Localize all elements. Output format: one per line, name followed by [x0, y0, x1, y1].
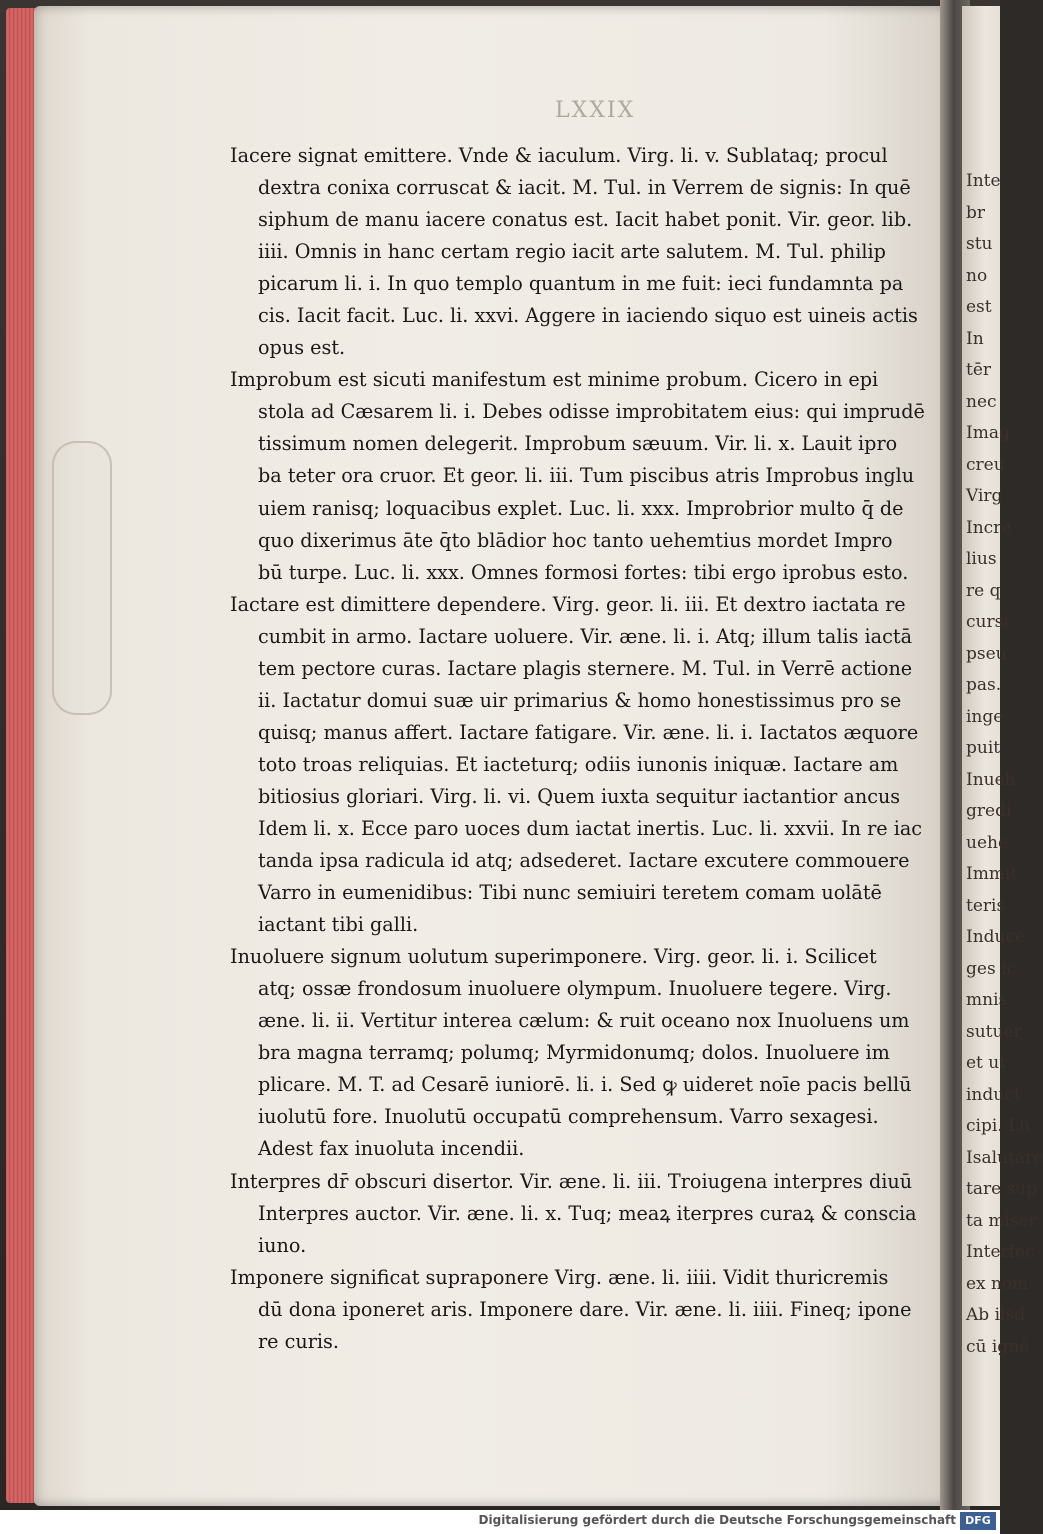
facing-page-fragment: pseu: [966, 643, 1007, 664]
text-line: iuno.: [258, 1233, 307, 1257]
text-line: plicare. M. T. ad Cesarē iuniorē. li. i. Sed ꝙ uideret noīe pacis bellū: [258, 1073, 912, 1097]
facing-page-fragment: induct: [966, 1084, 1021, 1105]
facing-page-fragment: pas.: [966, 675, 1002, 695]
facing-page-strip: [962, 6, 1043, 1506]
facing-page-fragment: est: [966, 297, 992, 317]
text-line: ii. Iactatur domui suæ uir primarius & homo honestissimus pro se: [258, 688, 902, 712]
facing-page-fragment: Ab iisd: [966, 1305, 1026, 1325]
text-line: dextra conixa corruscat & iacit. M. Tul. in Verrem de signis: In quē: [258, 176, 911, 200]
text-line: Interpres auctor. Vir. æne. li. x. Tuq; meaꝝ iterpres curaꝝ & conscia: [258, 1201, 917, 1225]
text-line: tissimum nomen delegerit. Improbum sæuum. Vir. li. x. Lauit ipro: [258, 432, 898, 456]
facing-page-fragment: ta miser: [966, 1210, 1037, 1231]
facing-page-fragment: stu: [966, 234, 993, 254]
text-line: tanda ipsa radicula id atq; adsederet. Iactare excutere commouere: [258, 849, 910, 873]
facing-page-fragment: uehe: [966, 832, 1009, 853]
text-line: quo dixerimus āte q̄to blādior hoc tanto uehemtius mordet Impro: [258, 528, 893, 552]
facing-page-fragment: tēr: [966, 360, 992, 380]
text-line: ba teter ora cruor. Et geor. li. iii. Tum piscibus atris Improbus inglu: [258, 464, 915, 488]
facing-page-fragment: Incre: [966, 517, 1012, 538]
text-line: stola ad Cæsarem li. i. Debes odisse improbitatem eius: qui imprudē: [258, 400, 925, 424]
text-line: picarum li. i. In quo templo quantum in me fuit: ieci fundamnta pa: [258, 272, 904, 296]
facing-page-fragment: cursi: [966, 612, 1009, 632]
facing-page-fragment: mnis: [966, 990, 1008, 1010]
text-line: atq; ossæ frondosum inuoluere olympum. Inuoluere tegere. Virg.: [258, 977, 892, 1001]
text-line: quisq; manus affert. Iactare fatigare. Vir. æne. li. i. Iactatos æquore: [258, 720, 919, 744]
text-line: Iactare est dimittere dependere. Virg. geor. li. iii. Et dextro iactata re: [230, 592, 906, 616]
text-line: iiii. Omnis in hanc certam regio iacit arte salutem. M. Tul. philip: [258, 240, 886, 264]
text-line: Inuoluere signum uolutum superimponere. Virg. geor. li. i. Scilicet: [230, 945, 877, 969]
facing-page-fragment: ges ic: [966, 958, 1017, 979]
text-line: uiem ranisq; loquacibus explet. Luc. li. xxx. Improbrior multo q̄ de: [258, 496, 904, 520]
facing-page-fragment: Isalutare: [966, 1147, 1043, 1168]
text-line: iuolutū fore. Inuolutū occupatū comprehensum. Varro sexagesi.: [258, 1105, 879, 1129]
text-line: iactant tibi galli.: [258, 913, 419, 937]
text-line: toto troas reliquias. Et iacteturq; odiis iunonis iniquæ. Iactare am: [258, 752, 899, 776]
facing-page-fragment: sutuer: [966, 1021, 1022, 1042]
text-line: tem pectore curas. Iactare plagis sternere. M. Tul. in Verrē actione: [258, 656, 913, 680]
facing-page-fragment: Inueh: [966, 769, 1016, 790]
facing-page-fragment: Induce: [966, 927, 1026, 947]
text-line: Varro in eumenidibus: Tibi nunc semiuiri teretem comam uolātē: [258, 881, 882, 905]
facing-page-fragment: nec: [966, 391, 997, 412]
text-line: Adest fax inuoluta incendii.: [258, 1137, 525, 1161]
facing-page-fragment: Immit: [966, 864, 1018, 884]
text-line: æne. li. ii. Vertitur interea cælum: & ruit oceano nox Inuoluens um: [258, 1009, 910, 1033]
text-line: Iacere signat emittere. Vnde & iaculum. Virg. li. v. Sublataq; procul: [230, 144, 888, 167]
digitization-footer: [0, 1510, 1000, 1534]
facing-page-fragment: In: [966, 328, 984, 349]
text-line: Imponere significat supraponere Virg. æne. li. iiii. Vidit thuricremis: [230, 1265, 889, 1289]
text-line: bū turpe. Luc. li. xxx. Omnes formosi fortes: tibi ergo iprobus esto.: [258, 560, 909, 584]
facing-page-fragment: cipi. Lu: [966, 1116, 1031, 1136]
facing-page-fragment: puit: [966, 738, 1001, 758]
bookmark-clip: [52, 441, 112, 715]
text-line: cumbit in armo. Iactare uoluere. Vir. æne. li. i. Atq; illum talis iactā: [258, 624, 913, 648]
text-line: opus est.: [258, 336, 346, 360]
printed-text-block: [230, 140, 925, 1358]
text-line: re curis.: [258, 1329, 339, 1353]
footer-credit: Digitalisierung gefördert durch die Deutsche Forschungsgemeinschaft: [478, 1513, 956, 1527]
facing-page-fragment: re q: [966, 580, 1001, 601]
text-line: cis. Iacit facit. Luc. li. xxvi. Aggere in iaciendo siquo est uineis actis: [258, 304, 918, 328]
facing-page-fragment: lius: [966, 549, 997, 569]
facing-page-fragment: ex nom: [966, 1273, 1029, 1294]
facing-page-fragment: Virg: [966, 486, 1003, 506]
text-line: bra magna terramq; polumq; Myrmidonumq; dolos. Inuoluere im: [258, 1041, 890, 1065]
red-page-edges: [6, 8, 36, 1503]
facing-page-fragment: Imag: [966, 423, 1010, 443]
text-line: Interpres dr̄ obscuri disertor. Vir. æne. li. iii. Troiugena interpres diuū: [230, 1169, 913, 1193]
dfg-logo: DFG: [960, 1512, 996, 1530]
text-line: Idem li. x. Ecce paro uoces dum iactat inertis. Luc. li. xxvii. In re iac: [258, 816, 923, 840]
facing-page-fragment: cū ignē: [966, 1336, 1030, 1357]
facing-page-fragment: creu: [966, 454, 1005, 475]
text-line: Improbum est sicuti manifestum est minime probum. Cicero in epi: [230, 368, 879, 392]
facing-page-fragment: tare sup: [966, 1179, 1038, 1199]
facing-page-fragment: Interfec: [966, 1242, 1035, 1262]
facing-page-fragment: Inte: [966, 171, 1001, 191]
facing-page-fragment: teris: [966, 895, 1006, 916]
facing-page-fragment: br: [966, 202, 986, 223]
text-line: bitiosius gloriari. Virg. li. vi. Quem iuxta sequitur iactantior ancus: [258, 784, 901, 808]
facing-page-fragment: gredi: [966, 801, 1012, 821]
text-line: dū dona iponeret aris. Imponere dare. Vir. æne. li. iiii. Fineq; ipone: [258, 1297, 912, 1321]
text-line: siphum de manu iacere conatus est. Iacit habet ponit. Vir. geor. lib.: [258, 208, 913, 232]
folio-number: LXXIX: [555, 98, 636, 123]
facing-page-fragment: et ut: [966, 1053, 1007, 1073]
facing-page-fragment: inge: [966, 706, 1004, 727]
facing-page-fragment: no: [966, 265, 988, 286]
